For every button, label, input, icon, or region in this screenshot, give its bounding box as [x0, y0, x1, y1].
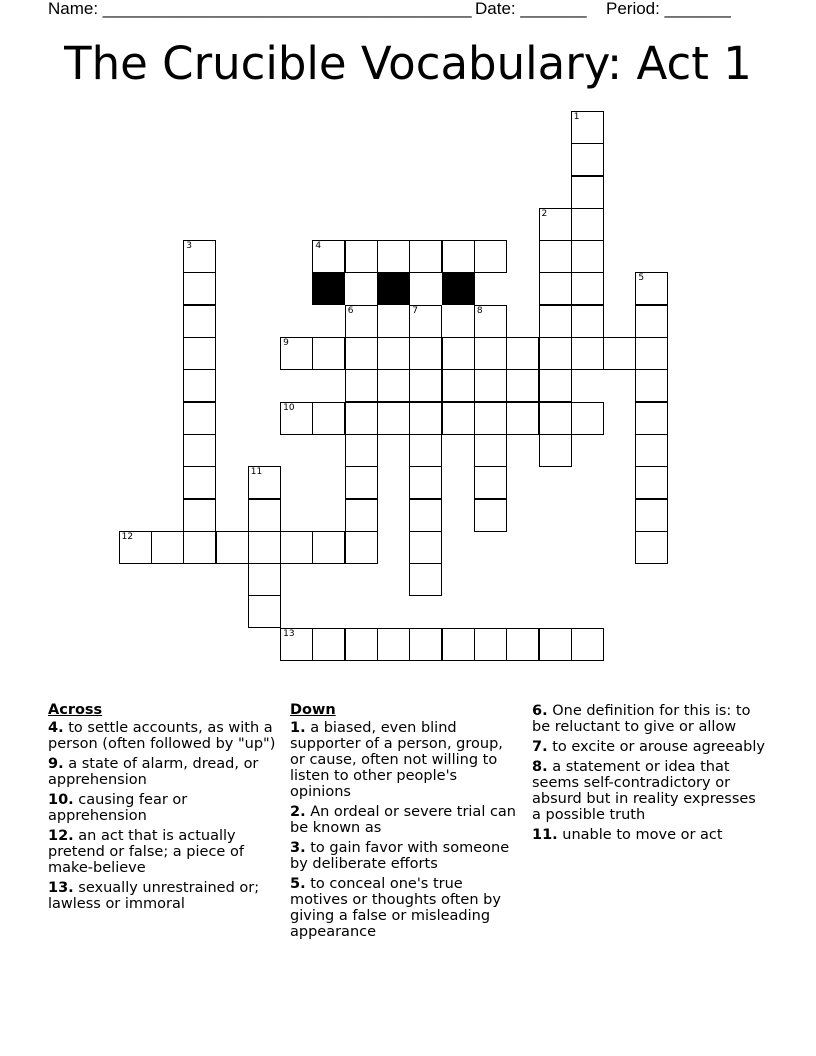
- grid-cell[interactable]: [539, 369, 572, 402]
- grid-cell[interactable]: [183, 466, 216, 499]
- grid-cell[interactable]: [539, 628, 572, 661]
- grid-cell[interactable]: [442, 240, 475, 273]
- clue-across-13: 13. sexually unrestrained or; lawless or immoral: [48, 880, 260, 912]
- grid-cell[interactable]: [183, 531, 216, 564]
- grid-cell[interactable]: [603, 337, 636, 370]
- clue-number: 4: [315, 241, 322, 252]
- grid-cell[interactable]: [474, 369, 507, 402]
- grid-cell[interactable]: [377, 628, 410, 661]
- grid-cell[interactable]: [409, 337, 442, 370]
- grid-cell[interactable]: [409, 499, 442, 532]
- grid-cell[interactable]: [248, 531, 281, 564]
- grid-cell[interactable]: [312, 628, 345, 661]
- grid-cell[interactable]: [280, 402, 313, 435]
- grid-cell[interactable]: [409, 531, 442, 564]
- clue-number: 7: [412, 305, 419, 316]
- grid-cell[interactable]: [248, 499, 281, 532]
- grid-cell[interactable]: [312, 531, 345, 564]
- grid-cell[interactable]: [409, 305, 442, 338]
- grid-cell[interactable]: [539, 434, 572, 467]
- grid-cell[interactable]: [409, 369, 442, 402]
- grid-cell[interactable]: [345, 434, 378, 467]
- grid-cell[interactable]: [474, 305, 507, 338]
- grid-cell[interactable]: [409, 466, 442, 499]
- grid-cell[interactable]: [571, 208, 604, 241]
- grid-cell[interactable]: [571, 143, 604, 176]
- grid-cell[interactable]: [312, 402, 345, 435]
- grid-cell[interactable]: [183, 272, 216, 305]
- grid-cell[interactable]: [183, 337, 216, 370]
- clue-down-8: 8. a statement or idea that seems self-contradictory or absurd but in reality expresses a possible truth: [532, 759, 756, 823]
- grid-cell[interactable]: [409, 628, 442, 661]
- grid-cell[interactable]: [183, 402, 216, 435]
- clue-down-11: 11. unable to move or act: [532, 827, 723, 843]
- across-clues: [48, 702, 276, 916]
- grid-cell[interactable]: [539, 272, 572, 305]
- grid-cell[interactable]: [474, 337, 507, 370]
- grid-cell[interactable]: [571, 240, 604, 273]
- grid-cell[interactable]: [345, 531, 378, 564]
- grid-cell[interactable]: [377, 402, 410, 435]
- grid-cell[interactable]: [345, 499, 378, 532]
- grid-cell[interactable]: [635, 272, 668, 305]
- clue-down-6: 6. One definition for this is: to be reluctant to give or allow: [532, 703, 751, 735]
- grid-cell[interactable]: [635, 369, 668, 402]
- grid-cell[interactable]: [635, 499, 668, 532]
- grid-cell[interactable]: [635, 434, 668, 467]
- clue-number: 2: [541, 208, 548, 219]
- clue-across-12: 12. an act that is actually pretend or false; a piece of make-believe: [48, 828, 244, 876]
- grid-cell[interactable]: [635, 466, 668, 499]
- name-field-label: Name: _______________________________________: [48, 0, 472, 18]
- grid-cell[interactable]: [571, 305, 604, 338]
- grid-cell[interactable]: [571, 337, 604, 370]
- clue-number: 13: [283, 628, 295, 639]
- clue-number: 6: [347, 305, 354, 316]
- grid-cell[interactable]: [442, 369, 475, 402]
- grid-cell[interactable]: [635, 531, 668, 564]
- clue-number: 10: [283, 402, 295, 413]
- grid-cell[interactable]: [183, 434, 216, 467]
- page-title: The Crucible Vocabulary: Act 1: [64, 37, 752, 90]
- grid-cell[interactable]: [183, 240, 216, 273]
- grid-cell[interactable]: [474, 466, 507, 499]
- grid-cell[interactable]: [474, 434, 507, 467]
- clue-number: 9: [283, 338, 289, 348]
- grid-cell[interactable]: [216, 531, 249, 564]
- grid-cell[interactable]: [474, 402, 507, 435]
- grid-cell[interactable]: [151, 531, 184, 564]
- grid-cell[interactable]: [571, 111, 604, 144]
- clue-across-4: 4. to settle accounts, as with a person (often followed by "up"): [48, 720, 276, 752]
- grid-cell[interactable]: [539, 240, 572, 273]
- grid-cell[interactable]: [377, 240, 410, 273]
- grid-cell[interactable]: [506, 402, 539, 435]
- grid-cell[interactable]: [183, 305, 216, 338]
- black-cell: [377, 272, 410, 305]
- grid-cell[interactable]: [571, 402, 604, 435]
- grid-cell[interactable]: [571, 628, 604, 661]
- clue-down-2: 2. An ordeal or severe trial can be known as: [290, 804, 517, 836]
- down-heading: Down: [290, 702, 336, 718]
- down-clues: [290, 702, 520, 944]
- clue-number: 3: [186, 241, 192, 252]
- clue-down-7: 7. to excite or arouse agreeably: [532, 739, 765, 755]
- grid-cell[interactable]: [571, 272, 604, 305]
- clue-number: 8: [476, 305, 483, 316]
- grid-cell[interactable]: [377, 369, 410, 402]
- date-field-label: Date: _______: [475, 0, 587, 18]
- grid-cell[interactable]: [280, 628, 313, 661]
- grid-cell[interactable]: [345, 466, 378, 499]
- grid-cell[interactable]: [635, 402, 668, 435]
- grid-cell[interactable]: [345, 369, 378, 402]
- clue-down-1: 1. a biased, even blind supporter of a person, group, or cause, often not willing to listen to other people's opinions: [290, 720, 503, 800]
- down-clues-continued: [532, 703, 768, 847]
- clue-number: 1: [573, 111, 580, 122]
- grid-cell[interactable]: [539, 402, 572, 435]
- grid-cell[interactable]: [571, 176, 604, 209]
- clue-number: 5: [638, 273, 645, 284]
- grid-cell[interactable]: [345, 240, 378, 273]
- grid-cell[interactable]: [248, 466, 281, 499]
- grid-cell[interactable]: [312, 337, 345, 370]
- clue-number: 12: [121, 531, 134, 542]
- clue-across-9: 9. a state of alarm, dread, or apprehension: [48, 756, 259, 788]
- grid-cell[interactable]: [345, 628, 378, 661]
- grid-cell[interactable]: [248, 563, 281, 596]
- grid-cell[interactable]: [474, 499, 507, 532]
- grid-cell[interactable]: [442, 337, 475, 370]
- clue-number: 11: [250, 467, 263, 478]
- clue-down-5: 5. to conceal one's true motives or thoughts often by giving a false or misleading appearance: [290, 876, 501, 940]
- grid-cell[interactable]: [506, 628, 539, 661]
- grid-cell[interactable]: [248, 595, 281, 628]
- grid-cell[interactable]: [506, 369, 539, 402]
- grid-cell[interactable]: [635, 305, 668, 338]
- across-heading: Across: [48, 702, 103, 718]
- grid-cell[interactable]: [474, 628, 507, 661]
- grid-cell[interactable]: [312, 240, 345, 273]
- grid-cell[interactable]: [539, 337, 572, 370]
- grid-cell[interactable]: [409, 434, 442, 467]
- grid-cell[interactable]: [377, 337, 410, 370]
- clue-across-10: 10. causing fear or apprehension: [48, 792, 188, 824]
- grid-cell[interactable]: [506, 337, 539, 370]
- grid-cell[interactable]: [183, 369, 216, 402]
- grid-cell[interactable]: [474, 240, 507, 273]
- grid-cell[interactable]: [635, 337, 668, 370]
- grid-cell[interactable]: [345, 402, 378, 435]
- black-cell: [442, 272, 475, 305]
- grid-cell[interactable]: [442, 402, 475, 435]
- grid-cell[interactable]: [345, 337, 378, 370]
- grid-cell[interactable]: [539, 208, 572, 241]
- grid-cell[interactable]: [442, 628, 475, 661]
- black-cell: [312, 272, 345, 305]
- grid-cell[interactable]: [119, 531, 152, 564]
- grid-cell[interactable]: [183, 499, 216, 532]
- grid-cell[interactable]: [280, 337, 313, 370]
- grid-cell[interactable]: [409, 240, 442, 273]
- grid-cell[interactable]: [539, 305, 572, 338]
- grid-cell[interactable]: [409, 402, 442, 435]
- clue-down-3: 3. to gain favor with someone by deliberate efforts: [290, 840, 510, 872]
- period-field-label: Period: _______: [606, 0, 731, 18]
- grid-cell[interactable]: [280, 531, 313, 564]
- grid-cell[interactable]: [409, 563, 442, 596]
- grid-cell[interactable]: [345, 305, 378, 338]
